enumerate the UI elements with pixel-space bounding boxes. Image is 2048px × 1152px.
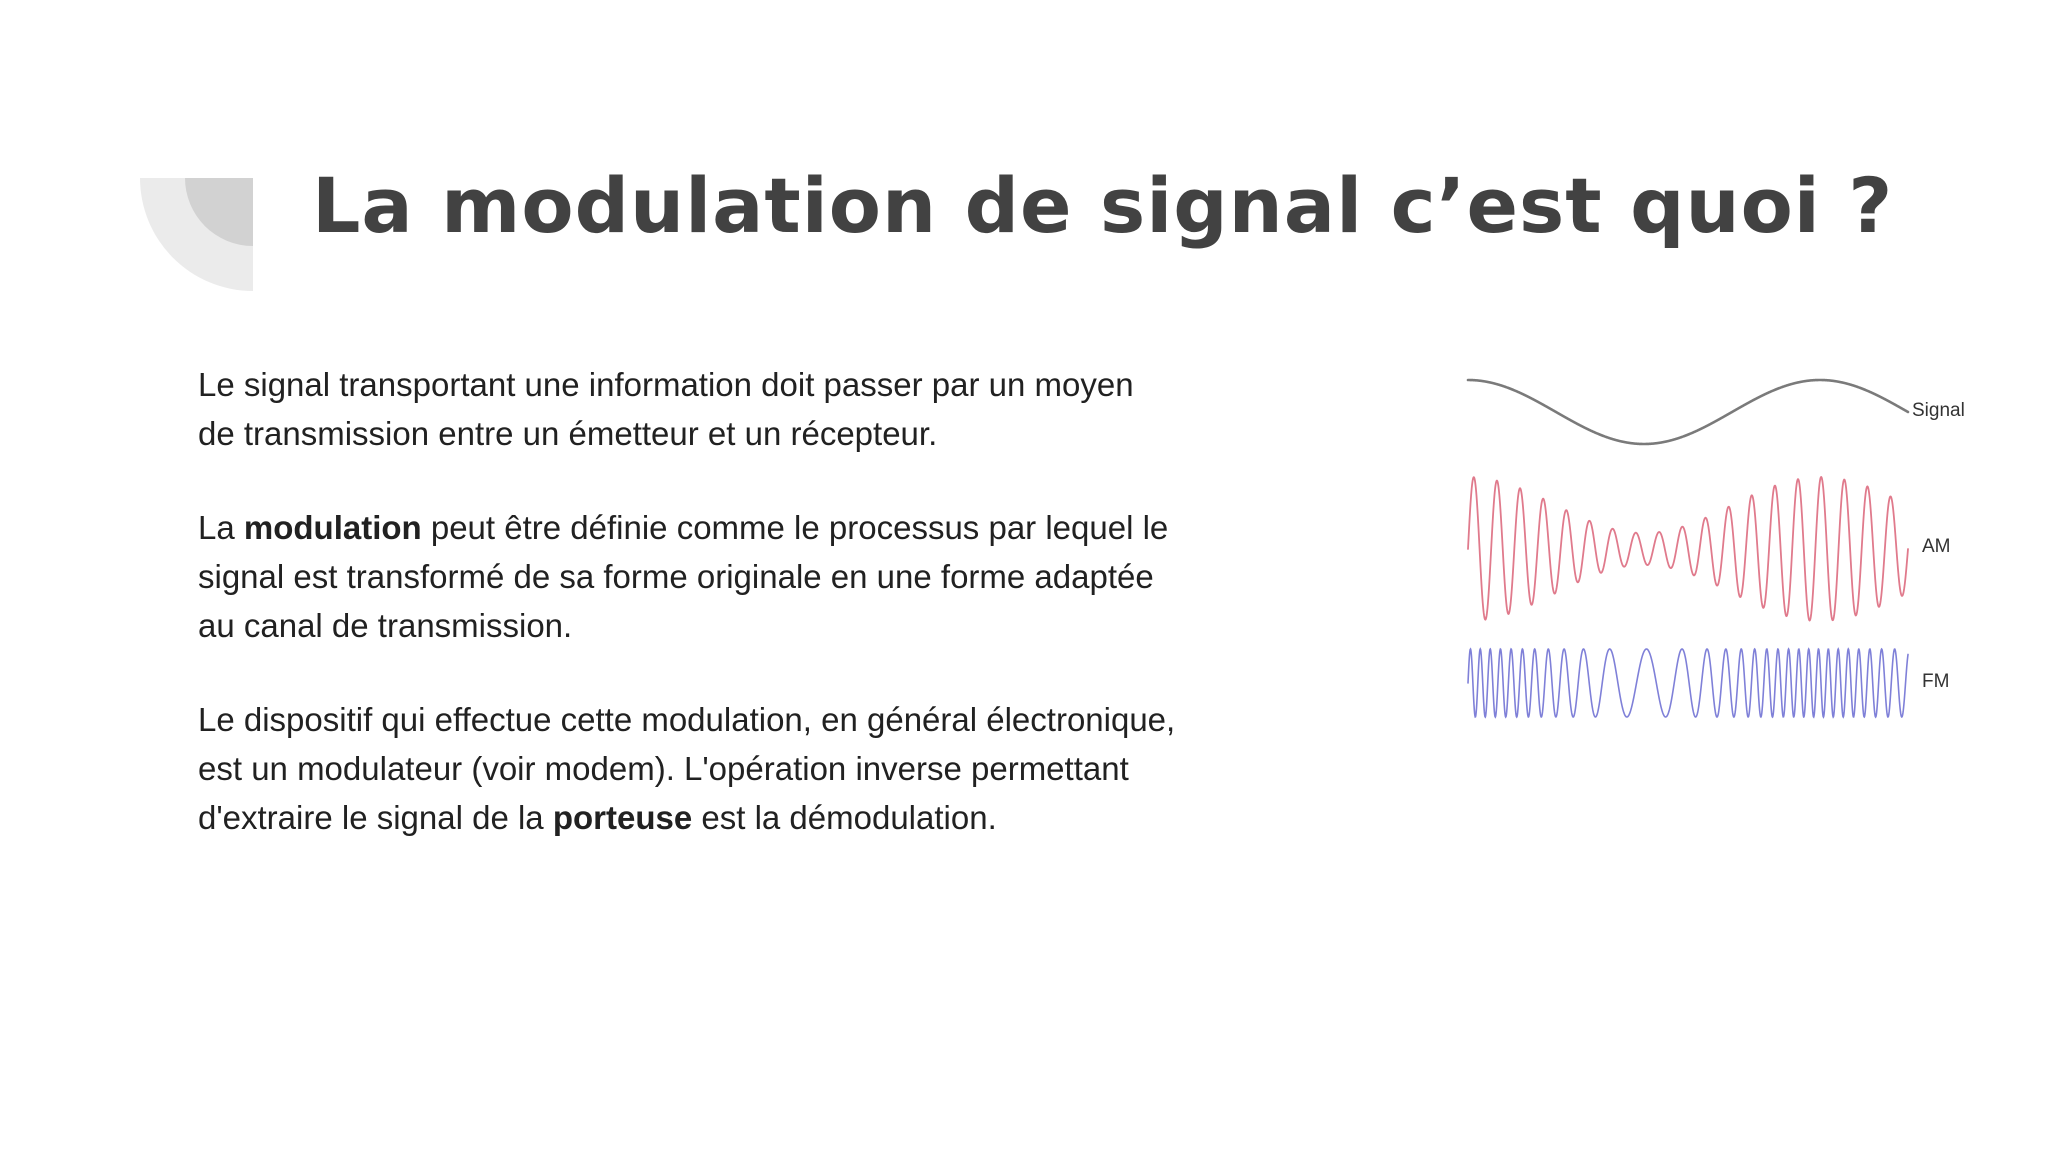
- term-modulation: modulation: [243, 509, 422, 546]
- paragraph-transmission-text: Le signal transportant une information doit passer par un moyen de transmission entre un émetteur et un récepteur.: [198, 366, 1134, 452]
- am-label: AM: [1922, 536, 1951, 557]
- paragraph-modulation-after: peut être définie comme le processus par lequel le signal est transformé de sa forme originale en une forme adaptée au canal de transmission.: [198, 509, 1169, 644]
- paragraph-modulator-after: est la démodulation.: [692, 799, 997, 836]
- slide-title: La modulation de signal c’est quoi ?: [312, 161, 1894, 250]
- corner-decoration: [140, 178, 253, 291]
- paragraph-modulation-before: La: [198, 509, 244, 546]
- am-wave: [1468, 477, 1908, 620]
- paragraph-modulation-definition: [198, 503, 1178, 650]
- body-text: [198, 360, 1178, 887]
- signal-wave: [1468, 380, 1908, 444]
- modulation-diagram: [1456, 346, 1976, 750]
- fm-label: FM: [1922, 671, 1950, 692]
- paragraph-modulator-before: Le dispositif qui effectue cette modulation, en général électronique, est un modulateur (voir modem). L'opération inverse permettant d'extraire le signal de la: [198, 701, 1176, 836]
- paragraph-modulator: [198, 695, 1178, 842]
- paragraph-transmission: [198, 360, 1178, 458]
- modulation-figure: [1456, 346, 1976, 750]
- fm-wave: [1468, 649, 1908, 717]
- signal-label: Signal: [1912, 400, 1965, 421]
- term-porteuse: porteuse: [552, 799, 693, 836]
